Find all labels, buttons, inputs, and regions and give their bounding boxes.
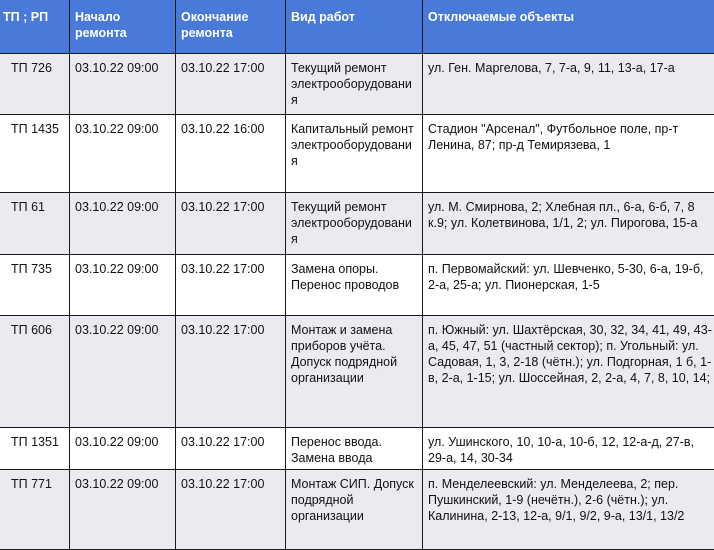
cell-work: Капитальный ремонт электрооборудования <box>286 115 423 193</box>
cell-start: 03.10.22 09:00 <box>70 115 176 193</box>
table-row <box>0 54 714 115</box>
cell-end: 03.10.22 17:00 <box>176 193 286 255</box>
cell-objects: п. Менделеевский: ул. Менделеева, 2; пер. Пушкинский, 1-9 (нечётн.), 2-6 (чётн.); ул. Калинина, 2-13, 12-а, 9/1, 9/2, 9-а, 13/1, 13/2 <box>423 470 714 550</box>
table-row <box>0 428 714 470</box>
cell-work: Текущий ремонт электрооборудования <box>286 193 423 255</box>
table-row <box>0 193 714 255</box>
header-tp: ТП ; РП <box>0 0 70 54</box>
cell-end: 03.10.22 17:00 <box>176 255 286 316</box>
cell-end: 03.10.22 17:00 <box>176 428 286 470</box>
cell-end: 03.10.22 17:00 <box>176 470 286 550</box>
table-header-row <box>0 0 714 54</box>
table-row <box>0 470 714 550</box>
cell-tp: ТП 606 <box>0 316 70 428</box>
header-objects: Отключаемые объекты <box>423 0 714 54</box>
table-row <box>0 316 714 428</box>
cell-objects: п. Первомайский: ул. Шевченко, 5-30, 6-а, 19-б, 2-а, 25-а; ул. Пионерская, 1-5 <box>423 255 714 316</box>
cell-work: Монтаж и замена приборов учёта. Допуск подрядной организации <box>286 316 423 428</box>
cell-work: Перенос ввода. Замена ввода <box>286 428 423 470</box>
cell-start: 03.10.22 09:00 <box>70 255 176 316</box>
cell-tp: ТП 735 <box>0 255 70 316</box>
cell-start: 03.10.22 09:00 <box>70 316 176 428</box>
cell-objects: ул. М. Смирнова, 2; Хлебная пл., 6-а, 6-б, 7, 8 к.9; ул. Колетвинова, 1/1, 2; ул. Пирогова, 15-а <box>423 193 714 255</box>
cell-work: Замена опоры. Перенос проводов <box>286 255 423 316</box>
cell-start: 03.10.22 09:00 <box>70 470 176 550</box>
header-work: Вид работ <box>286 0 423 54</box>
cell-tp: ТП 1435 <box>0 115 70 193</box>
cell-tp: ТП 1351 <box>0 428 70 470</box>
cell-start: 03.10.22 09:00 <box>70 193 176 255</box>
cell-tp: ТП 61 <box>0 193 70 255</box>
cell-objects: п. Южный: ул. Шахтёрская, 30, 32, 34, 41, 49, 43-а, 45, 47, 51 (частный сектор); п. Угольный: ул. Садовая, 1, 3, 2-18 (чётн.); ул. Подгорная, 1 б, 1-в, 2-а, 1-15; ул. Шоссейная, 2, 2-а, 4, 7, 8, 10, 14; <box>423 316 714 428</box>
cell-end: 03.10.22 17:00 <box>176 54 286 115</box>
cell-objects: ул. Ушинского, 10, 10-а, 10-б, 12, 12-а-д, 27-в, 29-а, 14, 30-34 <box>423 428 714 470</box>
cell-end: 03.10.22 16:00 <box>176 115 286 193</box>
cell-start: 03.10.22 09:00 <box>70 54 176 115</box>
table-row <box>0 115 714 193</box>
cell-tp: ТП 726 <box>0 54 70 115</box>
table-row <box>0 255 714 316</box>
cell-start: 03.10.22 09:00 <box>70 428 176 470</box>
cell-objects: Стадион "Арсенал", Футбольное поле, пр-т Ленина, 87; пр-д Темирязева, 1 <box>423 115 714 193</box>
cell-objects: ул. Ген. Маргелова, 7, 7-а, 9, 11, 13-а, 17-а <box>423 54 714 115</box>
header-end: Окончание ремонта <box>176 0 286 54</box>
cell-work: Монтаж СИП. Допуск подрядной организации <box>286 470 423 550</box>
header-start: Начало ремонта <box>70 0 176 54</box>
cell-tp: ТП 771 <box>0 470 70 550</box>
cell-work: Текущий ремонт электрооборудования <box>286 54 423 115</box>
cell-end: 03.10.22 17:00 <box>176 316 286 428</box>
